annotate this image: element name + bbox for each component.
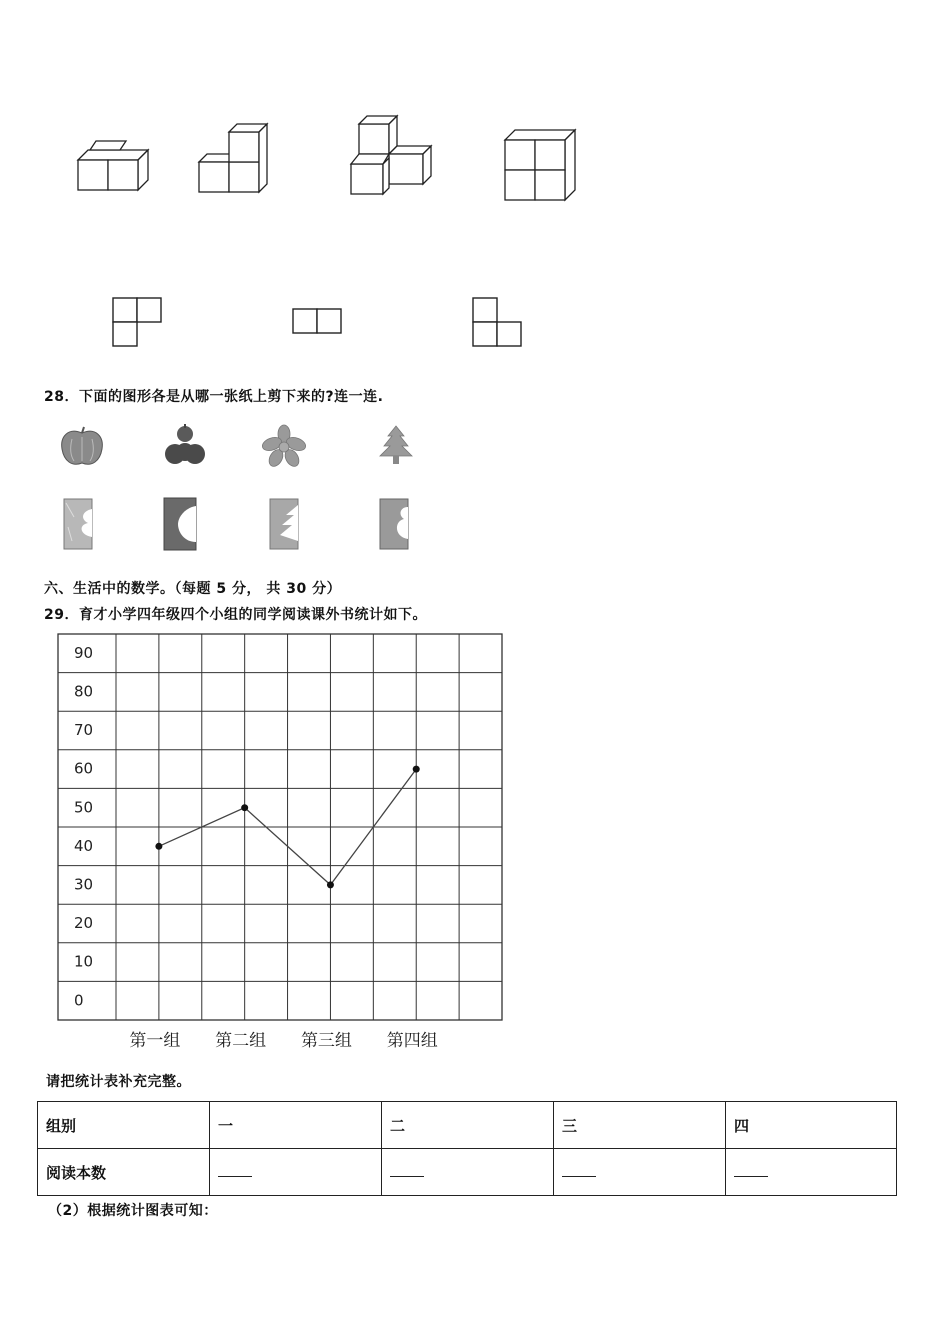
y-tick-label: 90 xyxy=(74,643,94,662)
question-28: 28．下面的图形各是从哪一张纸上剪下来的?连一连. xyxy=(44,389,384,405)
table-row-label: 阅读本数 xyxy=(38,1149,210,1196)
folded-paper-apple-icon xyxy=(160,496,200,552)
table-row xyxy=(38,1149,897,1196)
table-header-row xyxy=(38,1102,897,1149)
x-category-label: 第四组 xyxy=(386,1031,438,1051)
y-tick-label: 70 xyxy=(74,721,94,740)
y-tick-label: 10 xyxy=(74,952,94,971)
y-tick-label: 40 xyxy=(74,836,94,855)
flower-shape-icon xyxy=(260,424,308,468)
folded-paper-gourd-icon xyxy=(376,497,412,551)
cube-figure-4 xyxy=(503,128,581,206)
folded-paper-flower-icon xyxy=(60,497,96,551)
cube-figure-2 xyxy=(197,122,273,198)
data-point xyxy=(241,804,248,811)
table-header-cell: 一 xyxy=(210,1102,382,1149)
answer-blank-3[interactable] xyxy=(554,1149,726,1196)
view-shape-1 xyxy=(111,296,165,348)
chart-svg xyxy=(40,628,510,1058)
table-instruction: 请把统计表补充完整。 xyxy=(46,1074,191,1090)
gourd-shape-icon xyxy=(163,422,207,470)
part-2-prompt: （2）根据统计图表可知： xyxy=(48,1203,218,1219)
view-shape-3 xyxy=(471,296,525,348)
section-6-heading: 六、生活中的数学。（每题 5 分， 共 30 分） xyxy=(44,581,342,597)
answer-blank-2[interactable] xyxy=(382,1149,554,1196)
y-tick-label: 0 xyxy=(74,991,84,1010)
x-category-label: 第三组 xyxy=(300,1031,352,1051)
y-tick-label: 50 xyxy=(74,798,94,817)
answer-blank-4[interactable] xyxy=(726,1149,897,1196)
y-tick-label: 30 xyxy=(74,875,94,894)
apple-shape-icon xyxy=(58,425,106,469)
cube-figure-1 xyxy=(76,138,152,194)
y-tick-label: 80 xyxy=(74,682,94,701)
table-header-cell: 组别 xyxy=(38,1102,210,1149)
cube-figure-3 xyxy=(349,114,435,200)
data-point xyxy=(413,766,420,773)
x-category-label: 第一组 xyxy=(129,1031,181,1051)
table-header-cell: 四 xyxy=(726,1102,897,1149)
data-point xyxy=(327,881,334,888)
data-point xyxy=(155,843,162,850)
question-29: 29．育才小学四年级四个小组的同学阅读课外书统计如下。 xyxy=(44,607,427,623)
reading-line-chart xyxy=(40,628,510,1062)
view-shape-2 xyxy=(291,307,345,337)
folded-paper-tree-icon xyxy=(266,497,302,551)
x-category-label: 第二组 xyxy=(215,1031,267,1051)
table-header-cell: 二 xyxy=(382,1102,554,1149)
y-tick-label: 60 xyxy=(74,759,94,778)
tree-shape-icon xyxy=(374,424,418,468)
statistics-table xyxy=(37,1101,897,1196)
table-header-cell: 三 xyxy=(554,1102,726,1149)
y-tick-label: 20 xyxy=(74,914,94,933)
answer-blank-1[interactable] xyxy=(210,1149,382,1196)
